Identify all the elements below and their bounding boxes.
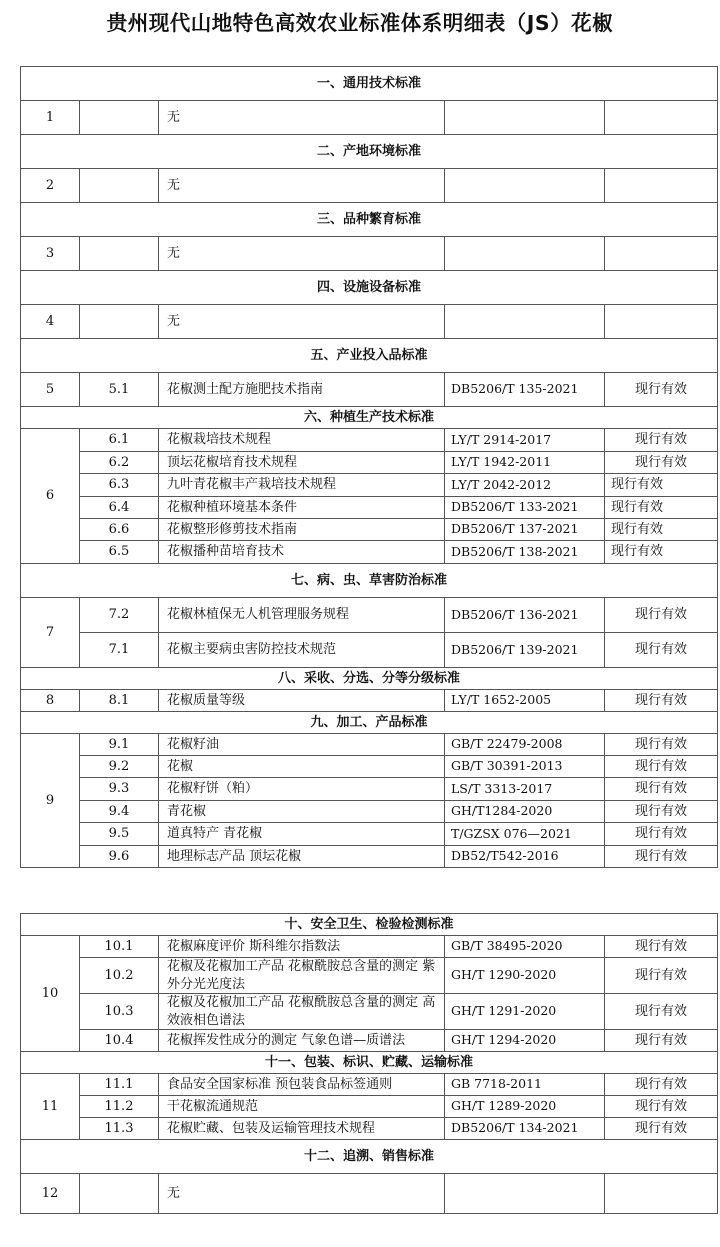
standard-name: 道真特产 青花椒 xyxy=(159,823,445,846)
standard-status: 现行有效 xyxy=(605,452,718,474)
table-row xyxy=(21,305,718,339)
section-heading-row xyxy=(21,1140,718,1174)
standard-number xyxy=(445,237,605,271)
section-heading-row xyxy=(21,712,718,734)
section-heading: 十一、包装、标识、贮藏、运输标准 xyxy=(21,1052,718,1074)
group-number: 1 xyxy=(21,101,80,135)
standard-name: 花椒麻度评价 斯科维尔指数法 xyxy=(159,936,445,958)
standard-status: 现行有效 xyxy=(605,598,718,633)
table-row xyxy=(21,1174,718,1214)
standard-number: GB/T 22479-2008 xyxy=(445,734,605,756)
table-row xyxy=(21,823,718,846)
standard-number xyxy=(445,169,605,203)
item-code: 6.4 xyxy=(80,497,159,519)
table-row xyxy=(21,958,718,994)
table-row xyxy=(21,519,718,541)
section-heading: 四、设施设备标准 xyxy=(21,271,718,305)
table-row xyxy=(21,994,718,1030)
standard-name: 干花椒流通规范 xyxy=(159,1096,445,1118)
standard-status xyxy=(605,169,718,203)
section-heading-row xyxy=(21,271,718,305)
standard-name: 花椒栽培技术规程 xyxy=(159,429,445,452)
standard-status: 现行有效 xyxy=(605,541,718,564)
item-code xyxy=(80,169,159,203)
standard-number: DB5206/T 133-2021 xyxy=(445,497,605,519)
standard-name: 青花椒 xyxy=(159,801,445,823)
table-row xyxy=(21,1096,718,1118)
section-heading: 五、产业投入品标准 xyxy=(21,339,718,373)
table-row xyxy=(21,373,718,407)
standard-status: 现行有效 xyxy=(605,497,718,519)
table-row xyxy=(21,598,718,633)
standard-status: 现行有效 xyxy=(605,633,718,668)
standard-status xyxy=(605,101,718,135)
item-code: 7.2 xyxy=(80,598,159,633)
standard-number: GH/T 1289-2020 xyxy=(445,1096,605,1118)
item-code: 11.2 xyxy=(80,1096,159,1118)
section-heading: 十二、追溯、销售标准 xyxy=(21,1140,718,1174)
standard-number: DB5206/T 137-2021 xyxy=(445,519,605,541)
standard-status: 现行有效 xyxy=(605,1030,718,1052)
table-row xyxy=(21,846,718,868)
group-number: 9 xyxy=(21,734,80,868)
standard-number: DB5206/T 138-2021 xyxy=(445,541,605,564)
standard-number: GH/T 1294-2020 xyxy=(445,1030,605,1052)
standard-status: 现行有效 xyxy=(605,936,718,958)
section-heading: 二、产地环境标准 xyxy=(21,135,718,169)
section-heading: 八、采收、分选、分等分级标准 xyxy=(21,668,718,690)
standard-number: GH/T1284-2020 xyxy=(445,801,605,823)
item-code xyxy=(80,1174,159,1214)
item-code: 9.5 xyxy=(80,823,159,846)
section-heading-row xyxy=(21,407,718,429)
standards-table-part-2 xyxy=(20,913,718,1214)
group-number: 2 xyxy=(21,169,80,203)
table-row xyxy=(21,429,718,452)
item-code: 6.6 xyxy=(80,519,159,541)
standard-name: 无 xyxy=(159,169,445,203)
standard-number xyxy=(445,101,605,135)
standard-name: 九叶青花椒丰产栽培技术规程 xyxy=(159,474,445,497)
item-code xyxy=(80,237,159,271)
standard-status: 现行有效 xyxy=(605,1074,718,1096)
table-row xyxy=(21,237,718,271)
standard-number: GH/T 1290-2020 xyxy=(445,958,605,994)
table-row xyxy=(21,633,718,668)
standard-number: DB5206/T 134-2021 xyxy=(445,1118,605,1140)
standard-status: 现行有效 xyxy=(605,1118,718,1140)
section-heading: 三、品种繁育标准 xyxy=(21,203,718,237)
section-heading-row xyxy=(21,564,718,598)
standard-number: LY/T 2042-2012 xyxy=(445,474,605,497)
item-code: 8.1 xyxy=(80,690,159,712)
table-row xyxy=(21,936,718,958)
item-code: 6.2 xyxy=(80,452,159,474)
standard-number: LS/T 3313-2017 xyxy=(445,778,605,801)
item-code: 10.2 xyxy=(80,958,159,994)
item-code: 9.2 xyxy=(80,756,159,778)
standard-name: 花椒质量等级 xyxy=(159,690,445,712)
standard-number: T/GZSX 076—2021 xyxy=(445,823,605,846)
standard-name: 无 xyxy=(159,1174,445,1214)
standard-number: GB/T 30391-2013 xyxy=(445,756,605,778)
section-heading-row xyxy=(21,914,718,936)
standard-name: 花椒及花椒加工产品 花椒酰胺总含量的测定 紫外分光光度法 xyxy=(159,958,445,994)
section-heading: 一、通用技术标准 xyxy=(21,67,718,101)
group-number: 11 xyxy=(21,1074,80,1140)
item-code: 10.3 xyxy=(80,994,159,1030)
standard-number: LY/T 1652-2005 xyxy=(445,690,605,712)
table-row xyxy=(21,734,718,756)
standard-name: 地理标志产品 顶坛花椒 xyxy=(159,846,445,868)
standard-number xyxy=(445,1174,605,1214)
item-code: 6.3 xyxy=(80,474,159,497)
section-heading-row xyxy=(21,67,718,101)
table-row xyxy=(21,101,718,135)
table-row xyxy=(21,1074,718,1096)
table-row xyxy=(21,756,718,778)
standard-status: 现行有效 xyxy=(605,690,718,712)
section-heading: 十、安全卫生、检验检测标准 xyxy=(21,914,718,936)
standard-status xyxy=(605,237,718,271)
standard-number: LY/T 1942-2011 xyxy=(445,452,605,474)
standard-number: GB 7718-2011 xyxy=(445,1074,605,1096)
item-code: 6.1 xyxy=(80,429,159,452)
item-code: 6.5 xyxy=(80,541,159,564)
item-code: 10.4 xyxy=(80,1030,159,1052)
table-row xyxy=(21,169,718,203)
standard-number: GH/T 1291-2020 xyxy=(445,994,605,1030)
standard-status: 现行有效 xyxy=(605,429,718,452)
section-heading: 六、种植生产技术标准 xyxy=(21,407,718,429)
item-code: 9.6 xyxy=(80,846,159,868)
standard-status: 现行有效 xyxy=(605,801,718,823)
standard-status: 现行有效 xyxy=(605,474,718,497)
standard-number xyxy=(445,305,605,339)
standard-status: 现行有效 xyxy=(605,846,718,868)
group-number: 8 xyxy=(21,690,80,712)
group-number: 12 xyxy=(21,1174,80,1214)
standard-status: 现行有效 xyxy=(605,373,718,407)
standard-number: DB52/T542-2016 xyxy=(445,846,605,868)
item-code: 9.1 xyxy=(80,734,159,756)
standard-name: 花椒种植环境基本条件 xyxy=(159,497,445,519)
item-code xyxy=(80,101,159,135)
standard-status: 现行有效 xyxy=(605,778,718,801)
group-number: 4 xyxy=(21,305,80,339)
table-row xyxy=(21,1030,718,1052)
standard-number: DB5206/T 139-2021 xyxy=(445,633,605,668)
standard-status xyxy=(605,1174,718,1214)
standard-name: 食品安全国家标准 预包装食品标签通则 xyxy=(159,1074,445,1096)
table-row xyxy=(21,497,718,519)
group-number: 7 xyxy=(21,598,80,668)
standard-number: LY/T 2914-2017 xyxy=(445,429,605,452)
table-row xyxy=(21,474,718,497)
table-row xyxy=(21,778,718,801)
table-row xyxy=(21,1118,718,1140)
standard-status: 现行有效 xyxy=(605,994,718,1030)
section-heading: 七、病、虫、草害防治标准 xyxy=(21,564,718,598)
item-code: 7.1 xyxy=(80,633,159,668)
standard-number: DB5206/T 135-2021 xyxy=(445,373,605,407)
section-heading-row xyxy=(21,203,718,237)
section-heading: 九、加工、产品标准 xyxy=(21,712,718,734)
standard-name: 花椒林植保无人机管理服务规程 xyxy=(159,598,445,633)
group-number: 10 xyxy=(21,936,80,1052)
item-code: 11.1 xyxy=(80,1074,159,1096)
standard-number: DB5206/T 136-2021 xyxy=(445,598,605,633)
standard-name: 花椒 xyxy=(159,756,445,778)
standard-name: 花椒及花椒加工产品 花椒酰胺总含量的测定 高效液相色谱法 xyxy=(159,994,445,1030)
page-title: 贵州现代山地特色高效农业标准体系明细表（JS）花椒 xyxy=(106,11,614,35)
standard-name: 花椒主要病虫害防控技术规范 xyxy=(159,633,445,668)
standard-status: 现行有效 xyxy=(605,1096,718,1118)
item-code xyxy=(80,305,159,339)
table-row xyxy=(21,801,718,823)
item-code: 9.4 xyxy=(80,801,159,823)
standard-status: 现行有效 xyxy=(605,823,718,846)
standard-status: 现行有效 xyxy=(605,958,718,994)
item-code: 5.1 xyxy=(80,373,159,407)
section-heading-row xyxy=(21,135,718,169)
table-row xyxy=(21,690,718,712)
standard-name: 花椒籽饼（粕） xyxy=(159,778,445,801)
standards-table-part-1 xyxy=(20,66,718,868)
standard-status xyxy=(605,305,718,339)
standard-name: 无 xyxy=(159,101,445,135)
group-number: 3 xyxy=(21,237,80,271)
standard-name: 花椒籽油 xyxy=(159,734,445,756)
item-code: 11.3 xyxy=(80,1118,159,1140)
group-number: 5 xyxy=(21,373,80,407)
standard-status: 现行有效 xyxy=(605,519,718,541)
standard-name: 花椒挥发性成分的测定 气象色谱—质谱法 xyxy=(159,1030,445,1052)
standard-name: 花椒整形修剪技术指南 xyxy=(159,519,445,541)
standard-name: 花椒播种苗培育技术 xyxy=(159,541,445,564)
group-number: 6 xyxy=(21,429,80,564)
section-heading-row xyxy=(21,339,718,373)
standard-name: 无 xyxy=(159,305,445,339)
item-code: 9.3 xyxy=(80,778,159,801)
item-code: 10.1 xyxy=(80,936,159,958)
standard-status: 现行有效 xyxy=(605,734,718,756)
standard-name: 花椒贮藏、包装及运输管理技术规程 xyxy=(159,1118,445,1140)
standard-name: 无 xyxy=(159,237,445,271)
standard-name: 顶坛花椒培育技术规程 xyxy=(159,452,445,474)
standard-status: 现行有效 xyxy=(605,756,718,778)
table-row xyxy=(21,541,718,564)
standard-name: 花椒测土配方施肥技术指南 xyxy=(159,373,445,407)
section-heading-row xyxy=(21,668,718,690)
standard-number: GB/T 38495-2020 xyxy=(445,936,605,958)
table-row xyxy=(21,452,718,474)
section-heading-row xyxy=(21,1052,718,1074)
